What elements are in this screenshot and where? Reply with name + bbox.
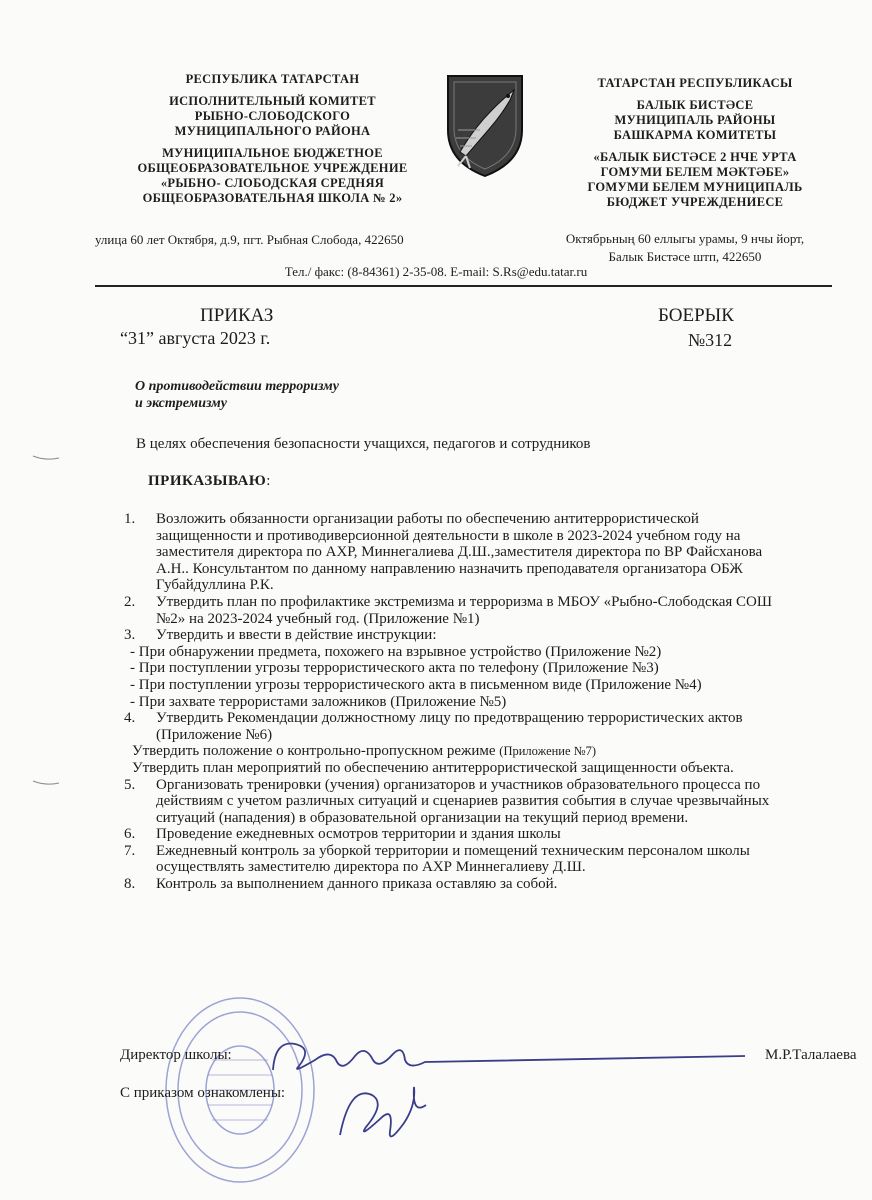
scan-mark [32,780,60,786]
school-ru-1: МУНИЦИПАЛЬНОЕ БЮДЖЕТНОЕ [162,146,383,160]
committee-ru-2: РЫБНО-СЛОБОДСКОГО [194,109,351,123]
subject-line-2: и экстремизму [135,396,227,411]
list-item [118,826,798,843]
item-number: 7. [124,842,136,859]
order-heading [148,473,271,490]
item-number: 5. [124,776,136,793]
list-item [118,710,798,743]
title-ru: ПРИКАЗ [200,305,274,326]
school-ru-3: «РЫБНО- СЛОБОДСКАЯ СРЕДНЯЯ [160,176,385,190]
school-ru-2: ОБЩЕОБРАЗОВАТЕЛЬНОЕ УЧРЕЖДЕНИЕ [137,161,408,175]
instruction-line: - При обнаружении предмета, похожего на взрывное устройство (Приложение №2) [130,643,662,660]
committee-tt-2: МУНИЦИПАЛЬ РАЙОНЫ [614,113,776,127]
item-text: Утвердить и ввести в действие инструкции: [156,627,437,644]
item-number: 1. [124,511,136,527]
order-word: ПРИКАЗЫВАЮ [148,473,267,489]
header-divider [95,285,832,287]
address-tt-line-1: Октябрьның 60 еллыгы урамы, 9 нчы йорт, [565,231,805,246]
title-tt: БОЕРЫК [658,305,734,326]
item-text: Проведение ежедневных осмотров территории и здания школы [156,826,561,843]
school-tt-1: «БАЛЫК БИСТӘСЕ 2 НЧЕ УРТА [593,150,797,164]
list-item [118,777,798,827]
item-text: Контроль за выполнением данного приказа оставляю за собой. [156,876,558,893]
item-text: Возложить обязанности организации работы по обеспечению антитеррористической защищенности и противодиверсионной деятельности в школе в 2023-2024 учебном году на заместителя директора по АХР, Миннегалиева Д.Ш.,заместителя директора по ВР Файсханова А.Н.. Консультантом по данному направлению назначить преподавателя организатора ОБЖ Губайдуллина Р.К. [156,511,763,594]
item-number: 6. [124,826,136,843]
item-text: Утвердить Рекомендации должностному лицу по предотвращению террористических актов (Приложение №6) [156,710,743,743]
address-ru: улица 60 лет Октября, д.9, пгт. Рыбная Слобода, 422650 [95,232,404,247]
intro-text: В целях обеспечения безопасности учащихся, педагогов и сотрудников [136,436,591,452]
item-text: Ежедневный контроль за уборкой территории и помещений техническим персоналом школы осуществлять заместителю директора по АХР Миннегалиеву Д.Ш. [156,842,750,876]
item-text: Организовать тренировки (учения) организаторов и участников образовательного процесса по действиям с учетом различных ситуаций и сценариев развития события в случае чрезвычайных ситуаций (нападения) в образовательной организации на текущий период времени. [156,776,770,826]
scan-mark [32,455,60,461]
republic-tt: ТАТАРСТАН РЕСПУБЛИКАСЫ [597,76,793,90]
contacts-line: Тел./ факс: (8-84361) 2-35-08. E-mail: S.Rs@edu.tatar.ru [284,264,588,279]
item-number: 4. [124,710,136,727]
item-number: 3. [124,627,136,644]
handwritten-signature-icon [255,1030,775,1080]
item-text-small: (Приложение №7) [499,744,597,759]
unnumbered-line: Утвердить план мероприятий по обеспечению антитеррористической защищенности объекта. [132,759,734,776]
committee-ru-3: МУНИЦИПАЛЬНОГО РАЙОНА [174,124,371,138]
committee-tt-3: БАШКАРМА КОМИТЕТЫ [613,128,777,142]
order-subject [135,378,339,412]
list-item [118,876,798,893]
order-date: “31” августа 2023 г. [120,328,271,348]
school-tt-4: БЮДЖЕТ УЧРЕЖДЕНИЕСЕ [606,195,784,209]
address-tt [535,230,835,266]
item-text: Утвердить положение о контрольно-пропускном режиме [132,743,496,760]
coat-of-arms-sturgeon-icon [440,70,530,180]
committee-tt-1: БАЛЫК БИСТӘСЕ [636,98,754,112]
school-tt-3: ГОМУМИ БЕЛЕМ МУНИЦИПАЛЬ [587,180,803,194]
director-name: М.Р.Талалаева [765,1047,857,1063]
order-items [118,511,798,893]
list-item [118,511,798,594]
item-number: 8. [124,876,136,893]
item-text: Утвердить план по профилактике экстремизма и терроризма в МБОУ «Рыбно-Слободская СОШ №2» на 2023-2024 учебный год. (Приложение №1) [156,593,772,627]
list-item [118,843,798,876]
order-number: №312 [688,330,733,350]
list-item [118,594,798,627]
committee-ru-1: ИСПОЛНИТЕЛЬНЫЙ КОМИТЕТ [169,94,376,108]
address-tt-line-2: Балык Бистәсе штп, 422650 [608,249,762,264]
instruction-line: - При поступлении угрозы террористического акта в письменном виде (Приложение №4) [130,676,702,693]
unnumbered-line [118,743,798,760]
header-left [95,72,450,206]
order-colon: : [266,473,271,489]
instruction-line: - При захвате террористами заложников (Приложение №5) [130,693,507,710]
instruction-line: - При поступлении угрозы террористического акта по телефону (Приложение №3) [130,660,659,677]
school-tt-2: ГОМУМИ БЕЛЕМ МӘКТӘБЕ» [600,165,790,179]
header-right [540,76,850,210]
school-ru-4: ОБЩЕОБРАЗОВАТЕЛЬНАЯ ШКОЛА № 2» [142,191,403,205]
republic-ru: РЕСПУБЛИКА ТАТАРСТАН [185,72,360,86]
list-item [118,627,798,644]
director-label: Директор школы: [120,1047,232,1063]
handwritten-signature-icon [330,1075,440,1155]
item-number: 2. [124,593,136,610]
subject-line-1: О противодействии терроризму [135,379,339,394]
acknowledgement-label: С приказом ознакомлены: [120,1085,286,1101]
